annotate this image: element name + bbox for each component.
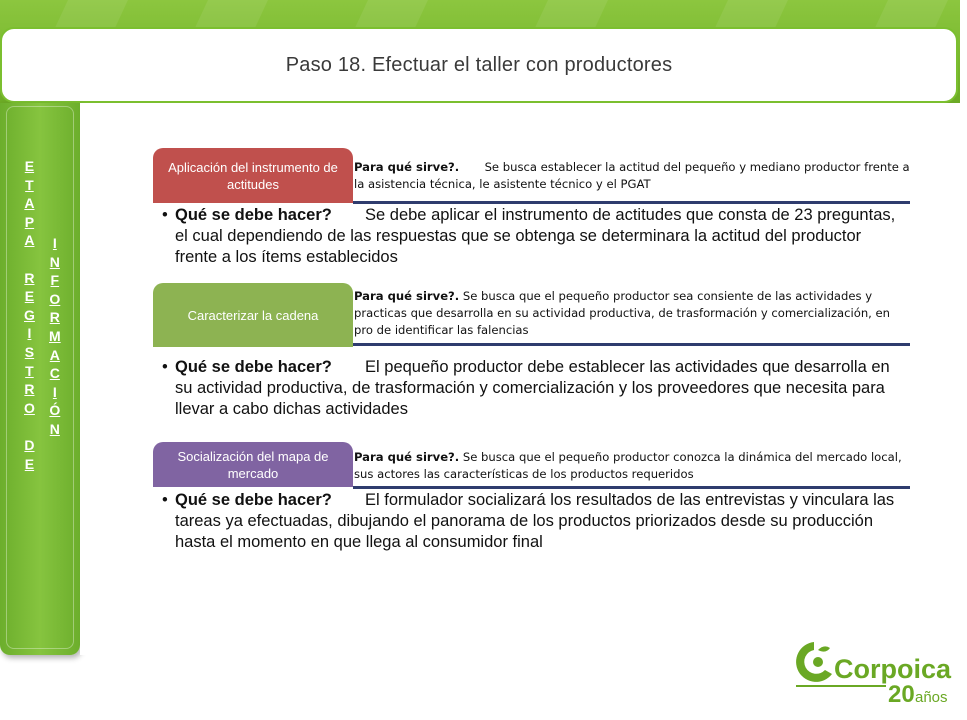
section-action-bullet	[162, 490, 902, 553]
sidebar-letter: A	[24, 232, 35, 249]
section-header-socializacion-mapa: Socialización del mapa de mercado	[153, 442, 353, 487]
action-label: Qué se debe hacer?	[175, 206, 332, 224]
sidebar-letter: I	[27, 325, 32, 342]
section-header-caracterizar-cadena: Caracterizar la cadena	[153, 283, 353, 347]
purpose-label: Para qué sirve?.	[354, 450, 460, 464]
sidebar-letter: C	[49, 365, 60, 382]
sidebar-letter: M	[49, 327, 61, 344]
action-body: Se debe aplicar el instrumento de actitudes que consta de 23 preguntas, el cual dependiendo de las respuestas que se obtenga se determinara la actitud del productor frente a los ítems establecidos	[175, 206, 896, 266]
section-action-bullet	[162, 205, 902, 268]
sidebar-letter: R	[49, 309, 60, 326]
purpose-body: Se busca que el pequeño productor conozca la dinámica del mercado local, sus actores las características de los productos requeridos	[354, 450, 902, 481]
sidebar-letter: P	[24, 213, 35, 230]
sidebar-letter: E	[24, 455, 35, 472]
bullet-dot: •	[162, 358, 168, 376]
sidebar-letter: I	[52, 383, 57, 400]
purpose-label: Para qué sirve?.	[354, 289, 460, 303]
sidebar-letter: E	[24, 288, 35, 305]
section-divider	[353, 486, 910, 489]
sidebar-letter: G	[24, 306, 35, 323]
sidebar-letter: A	[24, 195, 35, 212]
section-purpose-text	[354, 449, 910, 483]
purpose-body: Se busca que el pequeño productor sea consiente de las actividades y practicas que desarrolla en su actividad productiva, de trasformación y comercialización, en pro de identificar las falencias	[354, 289, 891, 337]
sidebar-vertical-text-etapa-registro	[24, 157, 35, 473]
action-body: El pequeño productor debe establecer las actividades que desarrolla en su actividad productiva, de trasformación y comercialización y los proveedores que necesita para llevar a cabo dichas actividades	[175, 358, 890, 418]
page-title: Paso 18. Efectuar el taller con productores	[285, 53, 673, 76]
sidebar-vertical-text-informacion	[49, 234, 61, 439]
section-divider	[353, 343, 910, 346]
section-divider	[353, 201, 910, 204]
sidebar-letter: Ó	[49, 402, 61, 419]
action-label: Qué se debe hacer?	[175, 358, 332, 376]
sidebar-letter: O	[49, 290, 61, 307]
sidebar-letter: N	[49, 420, 60, 437]
sidebar-letter: T	[25, 362, 34, 379]
logo-anniversary: 20	[888, 681, 915, 708]
logo-brand-name: Corpoica	[834, 654, 952, 684]
purpose-label: Para qué sirve?.	[354, 160, 460, 174]
sidebar-letter: R	[24, 381, 35, 398]
section-header-aplicacion-instrumento: Aplicación del instrumento de actitudes	[153, 148, 353, 203]
corpoica-logo	[792, 636, 952, 710]
sidebar	[0, 103, 80, 655]
sidebar-letter: O	[24, 399, 35, 416]
sidebar-letter: D	[24, 436, 35, 453]
sidebar-letter: E	[24, 158, 35, 174]
section-purpose-text	[354, 288, 910, 339]
sidebar-letter: S	[24, 343, 35, 360]
title-banner	[0, 27, 958, 103]
sidebar-letter: F	[50, 272, 60, 289]
sidebar-inner-frame	[6, 106, 74, 649]
sidebar-letter: A	[49, 346, 60, 363]
bullet-dot: •	[162, 206, 168, 224]
section-action-bullet	[162, 357, 902, 420]
action-body: El formulador socializará los resultados de las entrevistas y vinculara las tareas ya efectuadas, dibujando el panorama de los productos priorizados desde su producción hasta el momento en que llega al consumidor final	[175, 491, 895, 551]
sidebar-letter: I	[52, 235, 57, 251]
bullet-dot: •	[162, 491, 168, 509]
purpose-body: Se busca establecer la actitud del pequeño y mediano productor frente a la asistencia técnica, le asistente técnico y el PGAT	[354, 160, 910, 191]
action-label: Qué se debe hacer?	[175, 491, 332, 509]
sidebar-letter: R	[24, 269, 35, 286]
sidebar-letter: T	[25, 176, 34, 193]
sidebar-letter: N	[49, 253, 60, 270]
section-purpose-text	[354, 159, 910, 193]
logo-anniversary-suffix: años	[915, 689, 948, 706]
